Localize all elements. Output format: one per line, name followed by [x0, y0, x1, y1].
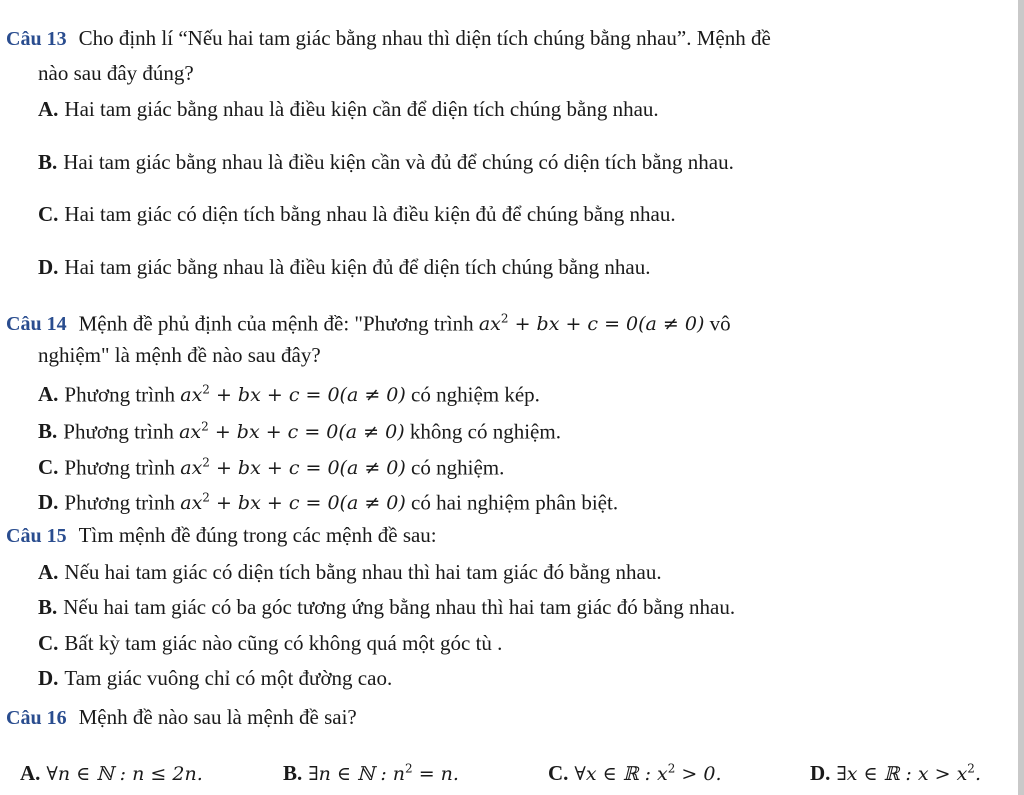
- q15-option-b[interactable]: B. Nếu hai tam giác có ba góc tương ứng bằng nhau thì hai tam giác đó bằng nhau.: [38, 595, 736, 619]
- q14-option-a[interactable]: A. Phương trình $ax^2$ + bx + c = 0(a ≠ 0) có nghiệm kép.: [38, 382, 540, 407]
- q16-option-d[interactable]: D. ∃x ∈ ℝ : $x > x^2$.: [810, 761, 981, 786]
- q16-option-a[interactable]: A. ∀n ∈ ℕ : n ≤ 2n.: [20, 761, 203, 786]
- q16-label: Câu 16: [6, 707, 67, 729]
- q15-option-d[interactable]: D. Tam giác vuông chỉ có một đường cao.: [38, 666, 393, 690]
- q13-stem: [6, 24, 771, 53]
- q13-option-a[interactable]: A. Hai tam giác bằng nhau là điều kiện cần để diện tích chúng bằng nhau.: [38, 97, 659, 121]
- q13-stem-line2: nào sau đây đúng?: [38, 61, 194, 85]
- q14-equation: $ax^2$ + bx + c = 0(a ≠ 0): [478, 312, 705, 336]
- q15-option-a[interactable]: A. Nếu hai tam giác có diện tích bằng nhau thì hai tam giác đó bằng nhau.: [38, 560, 662, 584]
- q14-option-d[interactable]: D. Phương trình $ax^2$ + bx + c = 0(a ≠ 0) có hai nghiệm phân biệt.: [38, 490, 619, 515]
- q13-option-c[interactable]: C. Hai tam giác có diện tích bằng nhau là điều kiện đủ để chúng bằng nhau.: [38, 202, 676, 226]
- q13-stem-line1: Cho định lí “Nếu hai tam giác bằng nhau thì diện tích chúng bằng nhau”. Mệnh đề: [78, 26, 771, 50]
- q15-label: Câu 15: [6, 525, 67, 547]
- q14-option-c[interactable]: C. Phương trình $ax^2$ + bx + c = 0(a ≠ 0) có nghiệm.: [38, 455, 505, 480]
- q14-stem: Câu 14 Mệnh đề phủ định của mệnh đề: "Phương trình $ax^2$ + bx + c = 0(a ≠ 0) vô: [6, 311, 731, 336]
- q14-stem-line2: nghiệm" là mệnh đề nào sau đây?: [38, 343, 321, 367]
- q15-option-c[interactable]: C. Bất kỳ tam giác nào cũng có không quá một góc tù .: [38, 631, 503, 655]
- q13-option-d[interactable]: D. Hai tam giác bằng nhau là điều kiện đủ để diện tích chúng bằng nhau.: [38, 255, 651, 279]
- q14-label: Câu 14: [6, 313, 67, 336]
- q13-label: Câu 13: [6, 28, 67, 50]
- q16-option-c[interactable]: C. ∀x ∈ ℝ : $x^2 > 0$.: [548, 761, 722, 786]
- q14-option-b[interactable]: B. Phương trình $ax^2$ + bx + c = 0(a ≠ 0) không có nghiệm.: [38, 419, 561, 444]
- q16-stem: Câu 16 Mệnh đề nào sau là mệnh đề sai?: [6, 705, 357, 729]
- q16-option-b[interactable]: B. ∃n ∈ ℕ : $n^2 = n$.: [283, 761, 459, 786]
- page-edge: [1018, 0, 1024, 795]
- q13-option-b[interactable]: B. Hai tam giác bằng nhau là điều kiện cần và đủ để chúng có diện tích bằng nhau.: [38, 150, 734, 174]
- q15-stem: Câu 15 Tìm mệnh đề đúng trong các mệnh đề sau:: [6, 523, 437, 547]
